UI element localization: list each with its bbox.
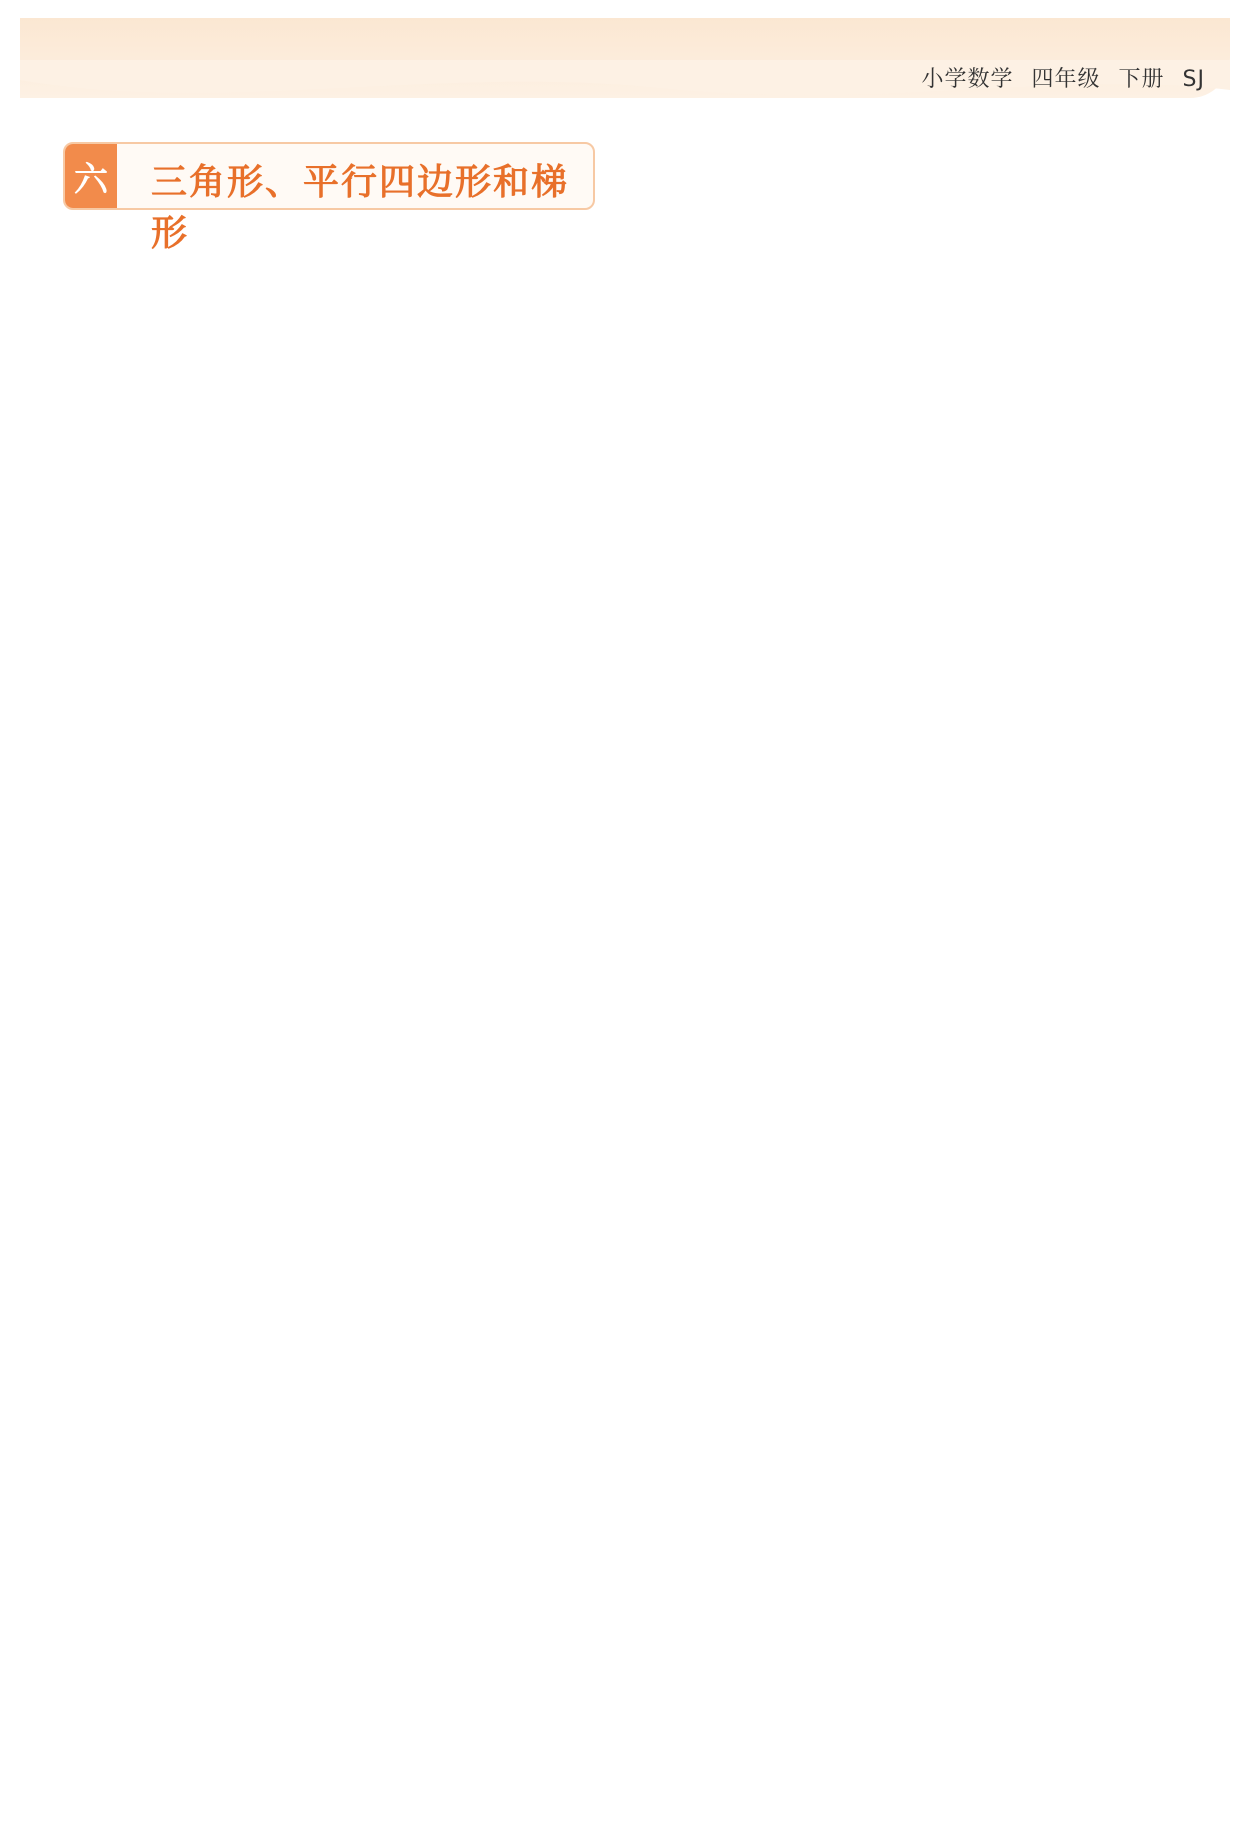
unit-banner xyxy=(63,142,595,254)
header-grade: 四年级 xyxy=(1031,67,1101,92)
unit-title: 三角形、平行四边形和梯形 xyxy=(151,162,570,254)
header-edition: SJ xyxy=(1182,67,1205,92)
page-header xyxy=(904,62,1206,93)
unit-number-badge: 六 xyxy=(65,144,117,208)
header-volume: 下册 xyxy=(1118,67,1165,92)
header-subject: 小学数学 xyxy=(921,67,1014,92)
